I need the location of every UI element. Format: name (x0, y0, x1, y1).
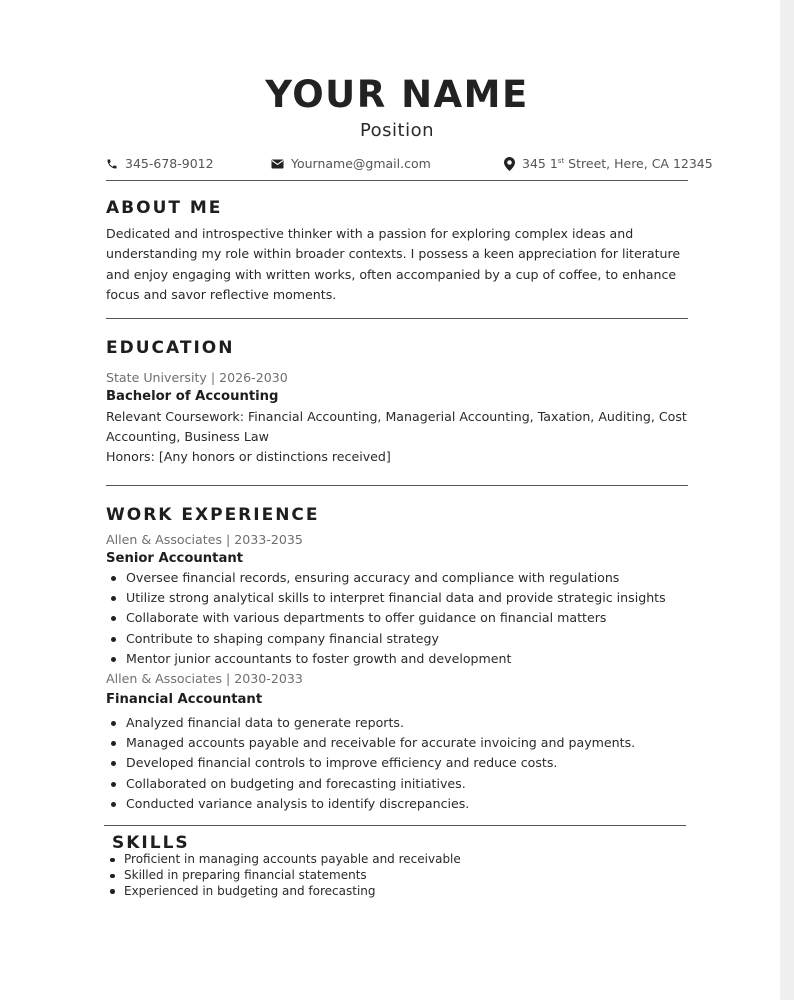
street-address: 345 1st Street, Here, CA 12345 (522, 156, 713, 171)
about-line: understanding my role within broader contexts. I possess a keen appreciation for literature (106, 246, 681, 262)
phone-icon (106, 158, 118, 170)
contact-email (271, 156, 431, 171)
education-heading: EDUCATION (106, 338, 235, 358)
list-item: Managed accounts payable and receivable for accurate invoicing and payments. (106, 733, 635, 753)
about-line: and enjoy engaging with written works, often accompanied by a cup of coffee, to enhance (106, 266, 677, 282)
contact-phone (106, 156, 214, 171)
phone-number: 345-678-9012 (125, 156, 214, 171)
page-edge (780, 0, 794, 1000)
contact-address (504, 156, 713, 171)
divider (104, 825, 686, 826)
list-item: Collaborate with various departments to offer guidance on financial matters (106, 608, 666, 628)
divider (106, 485, 688, 486)
job-company: Allen & Associates | 2030-2033 (106, 671, 303, 686)
list-item: Contribute to shaping company financial strategy (106, 629, 666, 649)
skills-list (106, 852, 461, 899)
job-title: Senior Accountant (106, 551, 244, 566)
divider (106, 180, 688, 181)
job-bullets (106, 568, 666, 669)
list-item: Utilize strong analytical skills to interpret financial data and provide strategic insights (106, 588, 666, 608)
list-item: Proficient in managing accounts payable and receivable (106, 852, 461, 868)
location-pin-icon (504, 157, 515, 171)
job-company: Allen & Associates | 2033-2035 (106, 532, 303, 547)
divider (106, 318, 688, 319)
about-heading: ABOUT ME (106, 198, 223, 218)
list-item: Mentor junior accountants to foster growth and development (106, 649, 666, 669)
list-item: Conducted variance analysis to identify discrepancies. (106, 794, 635, 814)
education-degree: Bachelor of Accounting (106, 389, 279, 404)
work-heading: WORK EXPERIENCE (106, 505, 320, 525)
education-coursework: Relevant Coursework: Financial Accounting, Managerial Accounting, Taxation, Auditing, Cost (106, 409, 687, 424)
about-line: focus and savor reflective moments. (106, 286, 337, 302)
resume-name: YOUR NAME (265, 73, 529, 116)
list-item: Experienced in budgeting and forecasting (106, 884, 461, 900)
list-item: Oversee financial records, ensuring accuracy and compliance with regulations (106, 568, 666, 588)
about-line: Dedicated and introspective thinker with a passion for exploring complex ideas and (106, 226, 634, 241)
job-bullets (106, 713, 635, 814)
education-honors: Honors: [Any honors or distinctions received] (106, 449, 391, 464)
list-item: Developed financial controls to improve efficiency and reduce costs. (106, 753, 635, 773)
skills-heading: SKILLS (112, 833, 190, 853)
job-title: Financial Accountant (106, 692, 263, 707)
education-coursework-cont: Accounting, Business Law (106, 429, 269, 444)
education-school: State University | 2026-2030 (106, 370, 288, 385)
list-item: Skilled in preparing financial statements (106, 868, 461, 884)
about-paragraph (106, 224, 696, 305)
list-item: Analyzed financial data to generate reports. (106, 713, 635, 733)
resume-position: Position (359, 120, 435, 141)
envelope-icon (271, 159, 284, 169)
email-address: Yourname@gmail.com (291, 156, 431, 171)
list-item: Collaborated on budgeting and forecasting initiatives. (106, 774, 635, 794)
